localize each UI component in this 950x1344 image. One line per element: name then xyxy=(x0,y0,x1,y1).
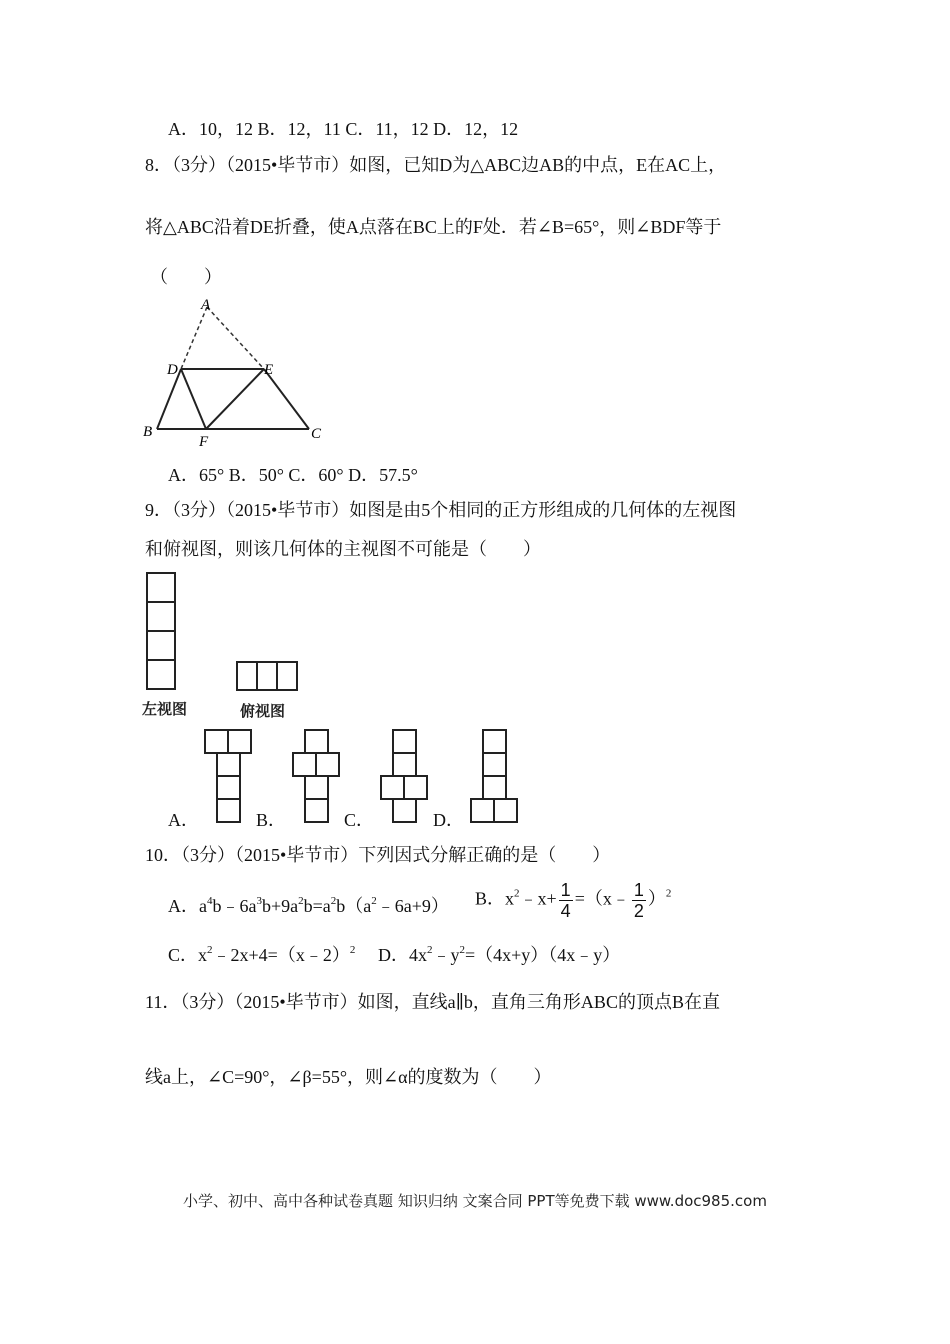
q9-option-d-figure xyxy=(470,729,520,825)
q9-option-d-label: D． xyxy=(433,810,464,830)
q9-option-a-label: A． xyxy=(168,810,199,830)
q9-option-b-label: B． xyxy=(256,810,287,830)
q9-option-c-label: C． xyxy=(344,810,375,830)
fraction-one-quarter: $\frac{1}{4}$ xyxy=(560,880,571,921)
q9-option-c-figure xyxy=(380,729,430,825)
top-view-label: 俯视图 xyxy=(240,702,286,720)
label-F: F xyxy=(199,434,209,450)
label-C: C xyxy=(311,426,322,442)
q8-line1: 8．（3分）（2015•毕节市）如图，已知D为△ABC边AB的中点，E在AC上， xyxy=(145,155,727,175)
label-D: D xyxy=(167,362,178,378)
q11-line2: 线a上，∠C=90°，∠β=55°，则∠α的度数为（ ） xyxy=(145,1067,552,1087)
q9-line1: 9．（3分）（2015•毕节市）如图是由5个相同的正方形组成的几何体的左视图 xyxy=(145,500,737,520)
q9-line2: 和俯视图，则该几何体的主视图不可能是（ ） xyxy=(145,539,541,559)
q9-top-view xyxy=(236,661,300,693)
q8-options: A．65° B．50° C．60° D．57.5° xyxy=(168,465,418,485)
q11-line1: 11．（3分）（2015•毕节市）如图，直线a∥b，直角三角形ABC的顶点B在直 xyxy=(145,992,720,1012)
q9-option-b-figure xyxy=(292,729,342,825)
q10-option-d: D．$4x^2﹣y^2=(4x+y)(4x﹣y)$ xyxy=(378,944,621,965)
label-A: A xyxy=(201,297,211,313)
q9-option-a-figure xyxy=(204,729,254,825)
q8-triangle-figure xyxy=(140,295,340,450)
label-B: B xyxy=(143,424,153,440)
q10-option-b: B．$x^2﹣x+$ $\frac{1}{4}$ =（x﹣ $\frac{1}{2}$ ）$^2$ xyxy=(475,880,672,921)
label-E: E xyxy=(264,362,274,378)
q10-line1: 10．（3分）（2015•毕节市）下列因式分解正确的是（ ） xyxy=(145,845,611,865)
left-view-label: 左视图 xyxy=(142,700,188,718)
q10-option-a: A．$a^4b﹣6a^3b+9a^2b=a^2b(a^2﹣6a+9)$ xyxy=(168,895,449,916)
q7-options: A．10，12 B．12，11 C．11，12 D．12，12 xyxy=(168,119,519,139)
page-footer: 小学、初中、高中各种试卷真题 知识归纳 文案合同 PPT等免费下载 www.doc985.com xyxy=(183,1192,767,1210)
q8-line3: （ ） xyxy=(150,267,222,287)
q10-option-c: C．$x^2﹣2x+4=(x﹣2)^2$ xyxy=(168,944,356,965)
fraction-one-half: $\frac{1}{2}$ xyxy=(633,880,644,921)
q8-line2: 将△ABC沿着DE折叠，使A点落在BC上的F处．若∠B=65°，则∠BDF等于 xyxy=(145,217,722,237)
q9-left-view xyxy=(146,572,176,692)
